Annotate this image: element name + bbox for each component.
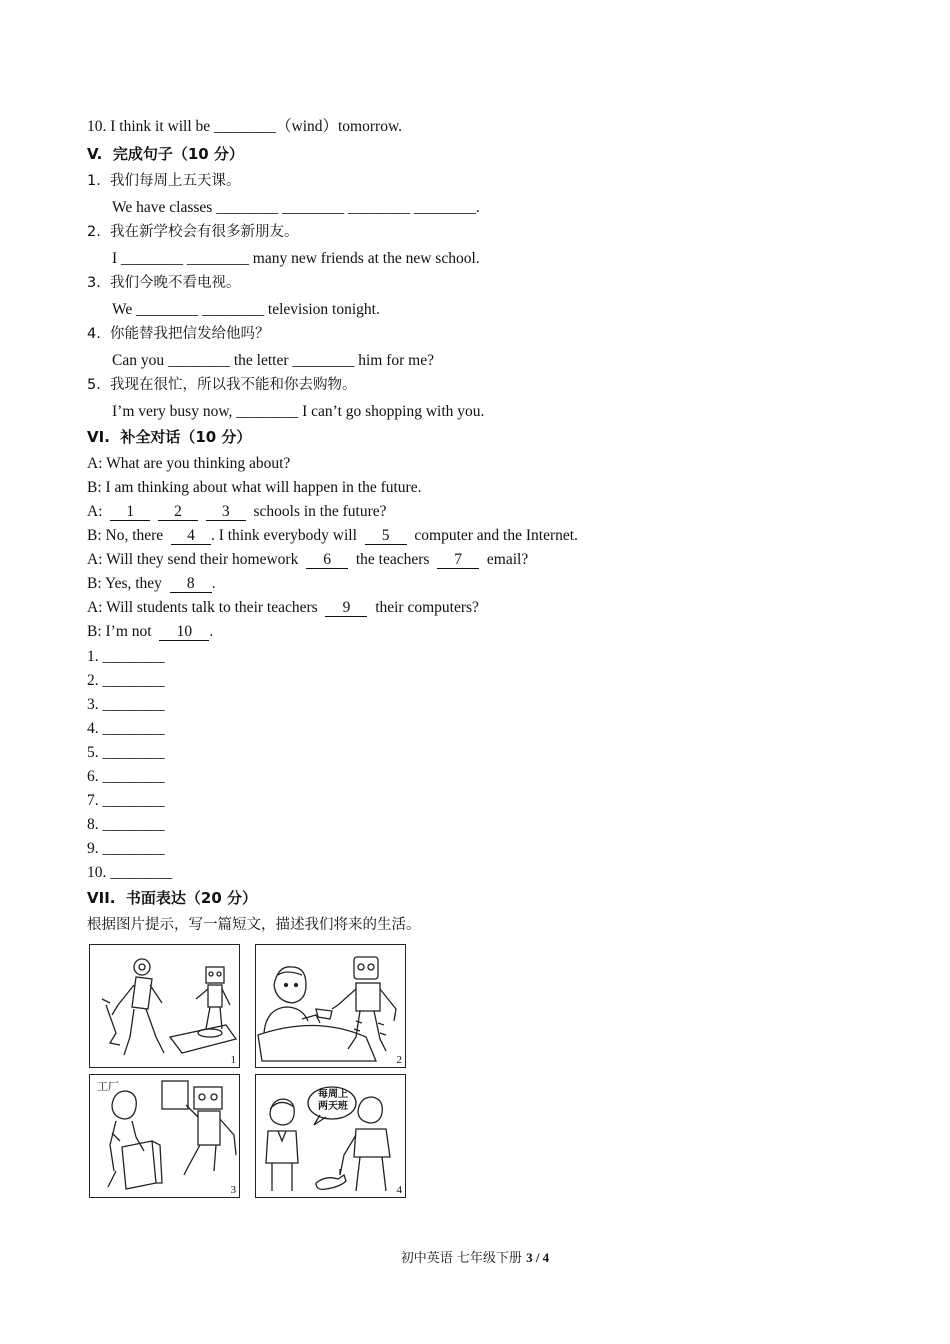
d4-text-c: . I think everybody will: [210, 527, 357, 544]
answer-line-4: 4. ________: [87, 720, 165, 737]
dialogue-line-8: [87, 622, 213, 642]
section-7-instruction: 根据图片提示，写一篇短文，描述我们将来的生活。: [87, 917, 421, 933]
s5-item-4-cn: 4. 你能替我把信发给他吗？: [87, 326, 270, 342]
d6-text-c: .: [211, 575, 216, 592]
bubble-line-1: 每周上: [318, 1089, 348, 1100]
panel-number-4: 4: [396, 1184, 402, 1196]
answer-line-6: 6. ________: [87, 768, 165, 785]
answer-line-7: 7. ________: [87, 792, 165, 809]
section-5-title: V. 完成句子（10 分）: [87, 145, 244, 163]
blank-9: 9: [325, 600, 367, 617]
blank-10: 10: [159, 624, 209, 641]
d7-text-c: their computers?: [375, 599, 479, 616]
s5-item-5-en: I’m very busy now, ________ I can’t go shopping with you.: [112, 403, 485, 420]
factory-label: 工厂: [97, 1080, 119, 1093]
answer-line-2: 2. ________: [87, 672, 165, 689]
dialogue-line-6: [87, 574, 216, 594]
d8-text-a: B: I’m not: [87, 623, 152, 640]
s5-item-1-cn: 1. 我们每周上五天课。: [87, 173, 241, 189]
page-footer: [0, 1247, 950, 1266]
d5-text-a: A: Will they send their homework: [87, 551, 299, 568]
d4-text-a: B: No, there: [87, 527, 164, 544]
d5-text-c: the teachers: [355, 551, 430, 568]
d3-text: schools in the future?: [253, 503, 387, 520]
answer-line-8: 8. ________: [87, 816, 165, 833]
d3-speaker: A:: [87, 503, 103, 520]
bubble-line-2: 两天班: [318, 1101, 348, 1112]
answer-line-5: 5. ________: [87, 744, 165, 761]
blank-1: 1: [110, 504, 150, 521]
dialogue-line-3: [87, 502, 387, 522]
s5-item-3-en: We ________ ________ television tonight.: [112, 301, 380, 318]
dialogue-line-5: [87, 550, 528, 570]
s5-item-4-en: Can you ________ the letter ________ him for me?: [112, 352, 434, 369]
picture-panel-2: [255, 944, 406, 1068]
dialogue-line-7: [87, 598, 479, 618]
section-7-title: VII. 书面表达（20 分）: [87, 889, 258, 907]
s5-item-2-cn: 2. 我在新学校会有很多新朋友。: [87, 224, 299, 240]
footer-title: 初中英语 七年级下册: [400, 1251, 527, 1266]
panel-number-3: 3: [230, 1184, 236, 1196]
panel-number-1: 1: [230, 1054, 236, 1066]
d8-text-c: .: [209, 623, 214, 640]
answer-line-10: 10. ________: [87, 864, 173, 881]
d7-text-a: A: Will students talk to their teachers: [87, 599, 318, 616]
d4-text-d: computer and the Internet.: [414, 527, 578, 544]
picture-panel-1: [89, 944, 240, 1068]
dialogue-line-2: B: I am thinking about what will happen in the future.: [87, 479, 422, 496]
picture-panel-4: [255, 1074, 406, 1198]
picture-panel-3: [89, 1074, 240, 1198]
blank-6: 6: [306, 552, 348, 569]
s5-item-3-cn: 3. 我们今晚不看电视。: [87, 275, 241, 291]
blank-3: 3: [206, 504, 246, 521]
answer-line-1: 1. ________: [87, 648, 165, 665]
speech-bubble: [312, 1089, 354, 1113]
blank-5: 5: [365, 528, 407, 545]
blank-2: 2: [158, 504, 198, 521]
d6-text-a: B: Yes, they: [87, 575, 162, 592]
panel-number-2: 2: [396, 1054, 402, 1066]
section-6-title: VI. 补全对话（10 分）: [87, 428, 252, 446]
blank-8: 8: [170, 576, 212, 593]
dialogue-line-1: A: What are you thinking about?: [87, 455, 291, 472]
blank-4: 4: [171, 528, 211, 545]
blank-7: 7: [437, 552, 479, 569]
answer-line-3: 3. ________: [87, 696, 165, 713]
answer-line-9: 9. ________: [87, 840, 165, 857]
question-10: 10. I think it will be ________（wind）tomorrow.: [87, 118, 403, 135]
dialogue-line-4: [87, 526, 578, 546]
s5-item-2-en: I ________ ________ many new friends at the new school.: [112, 250, 480, 267]
page-number: 3 / 4: [526, 1250, 550, 1265]
s5-item-5-cn: 5. 我现在很忙，所以我不能和你去购物。: [87, 377, 357, 393]
s5-item-1-en: We have classes ________ ________ ________ ________.: [112, 199, 480, 216]
d5-text-d: email?: [486, 551, 529, 568]
